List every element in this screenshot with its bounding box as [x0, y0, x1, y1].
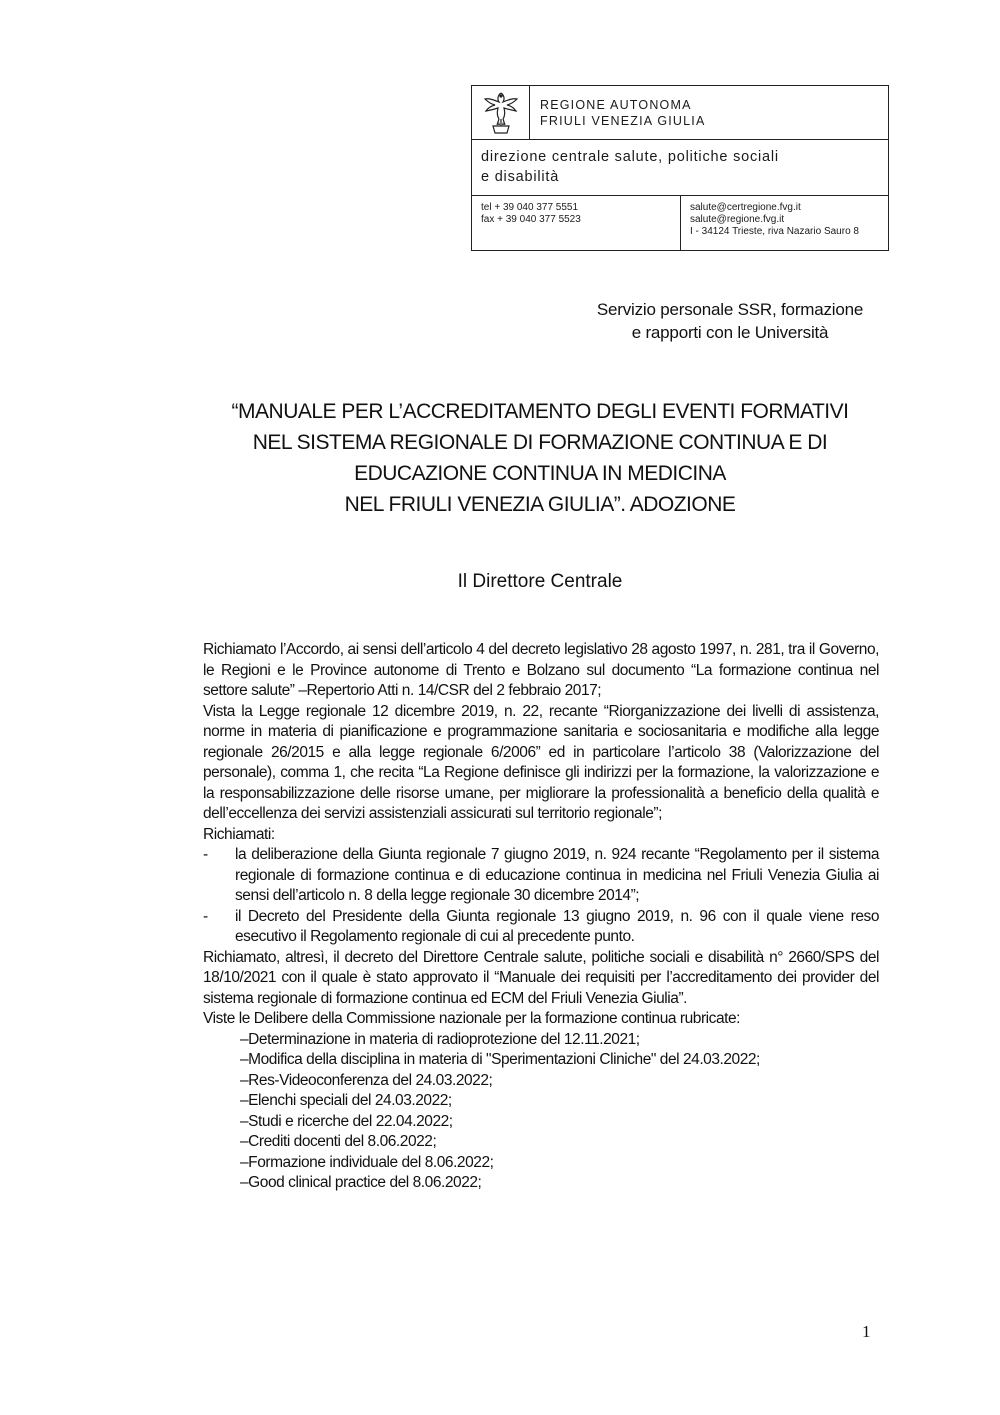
paragraph-delibere: Viste le Delibere della Commissione nazionale per la formazione continua rubricate:: [203, 1010, 741, 1027]
delibera-item: –Formazione individuale del 8.06.2022;: [240, 1153, 494, 1171]
phone-contacts: [472, 196, 681, 251]
list-item-text: il Decreto del Presidente della Giunta regionale 13 giugno 2019, n. 96 con il quale viene reso esecutivo il Regolamento regionale di cui al precedente punto.: [235, 907, 879, 945]
paragraph-legge-regionale: Vista la Legge regionale 12 dicembre 2019, n. 22, recante “Riorganizzazione dei livelli di assistenza, norme in materia di pianificazione e programmazione sanitaria e sociosanitaria e modifiche alla legge regionale 26/2015 e alla legge regionale 6/2006” ed in particolare l’articolo 38 (Valorizzazione del personale), comma 1, che recita “La Regione definisce gli indirizzi per la formazione, la valorizzazione e la responsabilizzazione delle risorse umane, per migliorare la professionalità a beneficio della qualità e dell’eccellenza dei servizi assistenziali assicurati sul territorio regionale”;: [203, 702, 879, 822]
region-name: [540, 97, 706, 129]
eagle-icon: [482, 89, 520, 137]
region-logo: [472, 86, 530, 139]
region-name-line2: FRIULI VENEZIA GIULIA: [540, 114, 706, 128]
paragraph-accordo: Richiamato l’Accordo, ai sensi dell’articolo 4 del decreto legislativo 28 agosto 1997, n. 281, tra il Governo, le Regioni e le Province autonome di Trento e Bolzano sul documento “La formazione continua nel settore salute” –Repertorio Atti n. 14/CSR del 2 febbraio 2017;: [203, 641, 879, 699]
delibera-item: –Modifica della disciplina in materia di "Sperimentazioni Cliniche" del 24.03.2022;: [240, 1051, 760, 1068]
postal-address: I - 34124 Trieste, riva Nazario Sauro 8: [690, 226, 859, 237]
delibera-item: –Elenchi speciali del 24.03.2022;: [240, 1092, 452, 1109]
telephone: tel + 39 040 377 5551: [481, 202, 579, 213]
delibera-item: –Good clinical practice del 8.06.2022;: [240, 1174, 482, 1191]
service-line2: e rapporti con le Università: [631, 323, 829, 342]
document-title: [140, 396, 940, 520]
delibera-item: –Studi e ricerche del 22.04.2022;: [240, 1112, 453, 1130]
department-name: [472, 140, 888, 196]
paragraph-decreto: Richiamato, altresì, il decreto del Direttore Centrale salute, politiche sociali e disabilità n° 2660/SPS del 18/10/2021 con il quale è stato approvato il “Manuale dei requisiti per l’accreditamento dei provider del sistema regionale di formazione continua ed ECM del Friuli Venezia Giulia”.: [203, 948, 879, 1007]
title-line1: “MANUALE PER L’ACCREDITAMENTO DEGLI EVENTI FORMATIVI: [231, 400, 849, 423]
title-line3: EDUCAZIONE CONTINUA IN MEDICINA: [354, 462, 726, 485]
email-cert-link[interactable]: salute@certregione.fvg.it: [690, 202, 801, 213]
delibera-item: –Res-Videoconferenza del 24.03.2022;: [240, 1071, 493, 1089]
delibera-item: –Crediti docenti del 8.06.2022;: [240, 1133, 437, 1150]
letterhead: [471, 85, 889, 251]
letterhead-header-row: [472, 86, 888, 140]
director-heading: Il Direttore Centrale: [457, 571, 623, 592]
service-line1: Servizio personale SSR, formazione: [596, 300, 864, 319]
dash-bullet: -: [203, 907, 208, 925]
title-line2: NEL SISTEMA REGIONALE DI FORMAZIONE CONTINUA E DI: [252, 431, 828, 454]
department-line2: e disabilità: [481, 169, 560, 185]
address-contacts: [681, 196, 889, 251]
page-number: 1: [862, 1322, 871, 1341]
list-item: [203, 907, 879, 948]
list-item: [203, 845, 879, 907]
delibera-item: –Determinazione in materia di radioprotezione del 12.11.2021;: [240, 1030, 640, 1048]
email-link[interactable]: salute@regione.fvg.it: [690, 214, 785, 225]
fax: fax + 39 040 377 5523: [481, 214, 581, 225]
department-line1: direzione centrale salute, politiche sociali: [481, 149, 779, 165]
dash-bullet: -: [203, 846, 208, 863]
title-line4: NEL FRIULI VENEZIA GIULIA”. ADOZIONE: [344, 493, 736, 516]
paragraph-richiamati: Richiamati:: [203, 825, 275, 843]
document-body: [203, 640, 879, 1194]
service-header: [560, 298, 900, 344]
region-name-line1: REGIONE AUTONOMA: [540, 98, 692, 112]
list-item-text: la deliberazione della Giunta regionale 7 giugno 2019, n. 924 recante “Regolamento per il sistema regionale di formazione continua e di educazione continua in medicina nel Friuli Venezia Giulia ai sensi dell’articolo n. 8 della legge regionale 30 dicembre 2014”;: [235, 846, 879, 904]
